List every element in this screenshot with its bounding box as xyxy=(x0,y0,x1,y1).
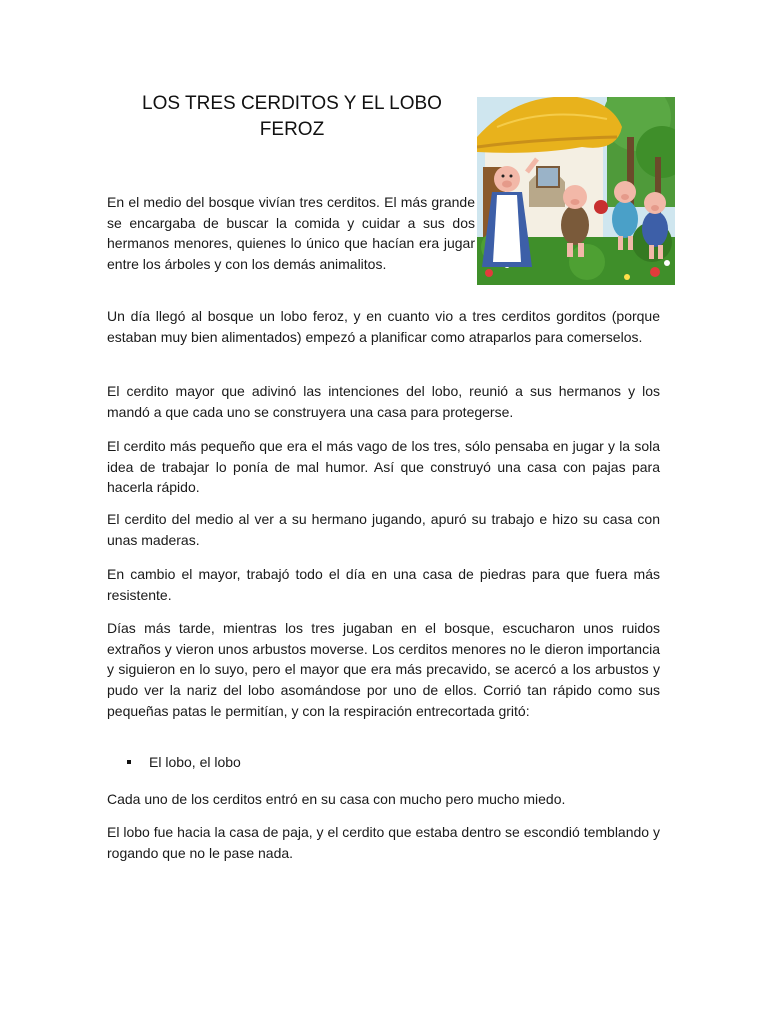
three-little-pigs-illustration xyxy=(477,97,675,285)
paragraph-5: El cerdito del medio al ver a su hermano jugando, apuró su trabajo e hizo su casa con unas maderas. xyxy=(107,511,660,548)
paragraph-1: En el medio del bosque vivían tres cerditos. El más grande se encargaba de buscar la comida y cuidar a sus dos hermanos menores, quienes lo único que hacían era jugar entre los árboles y con los demás animalitos. xyxy=(107,194,475,273)
paragraph-4: El cerdito más pequeño que era el más vago de los tres, sólo pensaba en jugar y la sola idea de trabajar lo ponía de mal humor. Así que construyó una casa con pajas para hacerla rápido. xyxy=(107,438,660,496)
bullet-list xyxy=(127,752,241,772)
paragraph-8: Cada uno de los cerditos entró en su casa con mucho pero mucho miedo. xyxy=(107,791,566,807)
title-line-2: FEROZ xyxy=(259,119,325,140)
list-item xyxy=(127,752,241,772)
square-bullet-icon xyxy=(127,760,131,764)
paragraph-2: Un día llegó al bosque un lobo feroz, y en cuanto vio a tres cerditos gorditos (porque estaban muy bien alimentados) empezó a planificar como atraparlos para comerselos. xyxy=(107,308,660,345)
title-line-1: LOS TRES CERDITOS Y EL LOBO xyxy=(142,93,442,114)
paragraph-9: El lobo fue hacia la casa de paja, y el cerdito que estaba dentro se escondió temblando y rogando que no le pase nada. xyxy=(107,824,660,861)
paragraph-7: Días más tarde, mientras los tres jugaban en el bosque, escucharon unos ruidos extraños y vieron unos arbustos moverse. Los cerditos menores no le dieron importancia y siguieron en lo suyo, pero el mayor que era más precavido, se acercó a los arbustos y pudo ver la nariz del lobo asomándose por uno de ellos. Corrió tan rápido como sus pequeñas patas le permitían, y con la respiración entrecortada gritó: xyxy=(107,620,660,719)
story-title xyxy=(112,91,472,143)
paragraph-3: El cerdito mayor que adivinó las intenciones del lobo, reunió a sus hermanos y los mandó a que cada uno se construyera una casa para protegerse. xyxy=(107,383,660,420)
bullet-text: El lobo, el lobo xyxy=(149,754,241,770)
paragraph-6: En cambio el mayor, trabajó todo el día en una casa de piedras para que fuera más resistente. xyxy=(107,566,660,603)
